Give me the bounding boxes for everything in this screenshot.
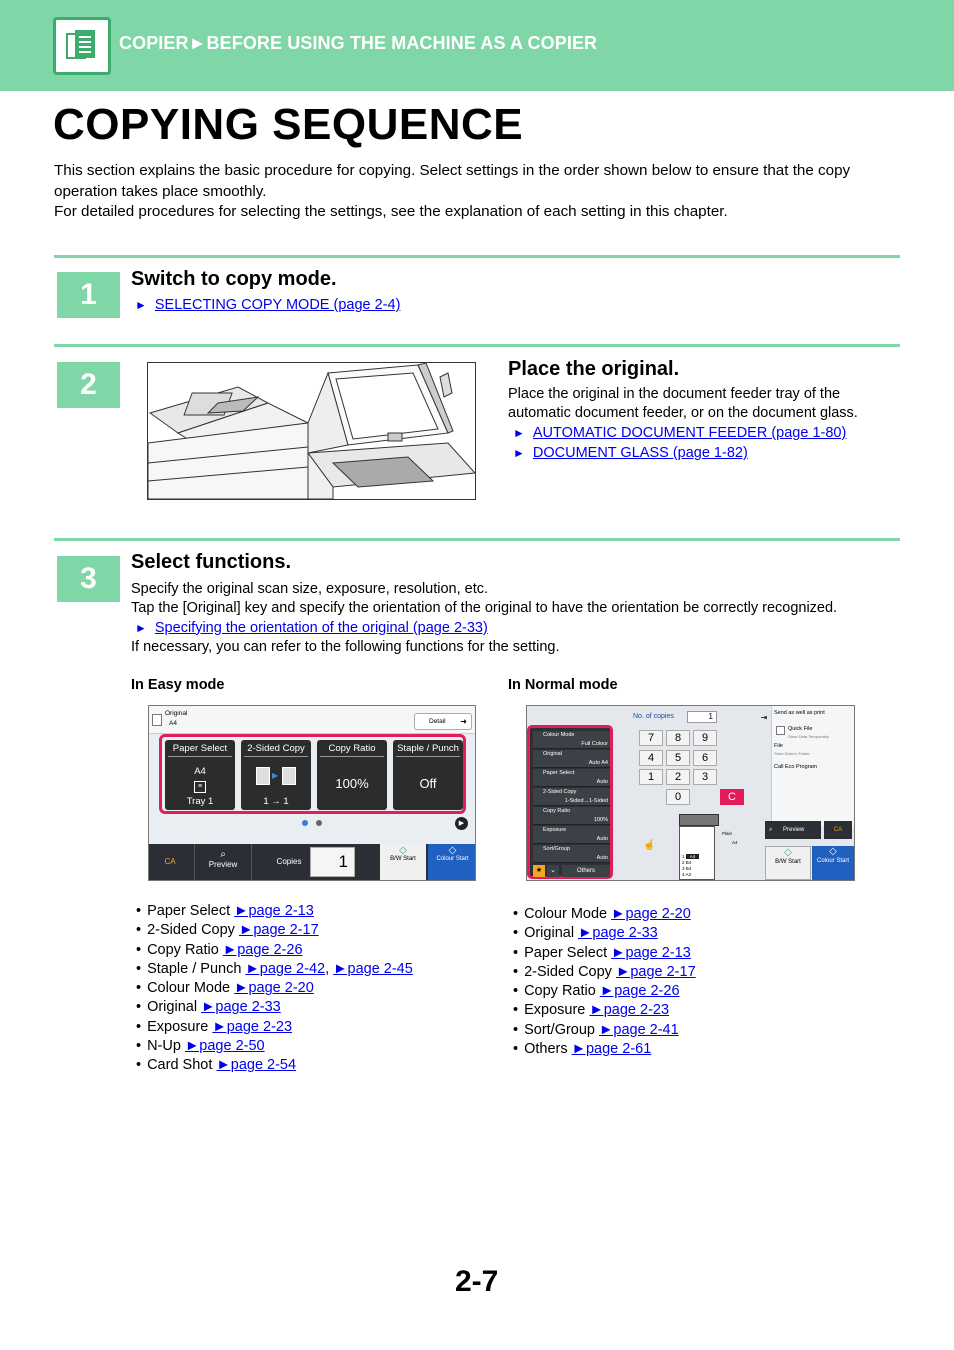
function-name: Copy Ratio — [524, 983, 600, 1000]
arrow-right-icon: ➜ — [460, 717, 467, 726]
colour-start-button[interactable] — [428, 844, 476, 880]
quick-file-sub: Store Data Temporarily — [788, 734, 829, 739]
key-6[interactable]: 6 — [693, 750, 717, 766]
step-title: Place the original. — [508, 358, 680, 380]
page-number: 2-7 — [455, 1265, 499, 1298]
function-list-item — [513, 924, 696, 943]
one-sided-page-icon — [282, 767, 296, 785]
key-9[interactable]: 9 — [693, 730, 717, 746]
paper-size-label: A4 — [732, 840, 738, 845]
copier-document-icon — [53, 17, 111, 75]
preview-button[interactable] — [194, 844, 252, 880]
detail-button[interactable] — [414, 713, 472, 730]
exposure-key[interactable] — [533, 826, 610, 844]
start-diamond-icon: ◇ — [399, 845, 407, 856]
arrow-right-icon: ▶ — [272, 771, 279, 780]
step-link-row — [513, 444, 748, 463]
function-list-item — [136, 1018, 413, 1037]
normal-function-highlight — [527, 725, 613, 879]
function-name: Copy Ratio — [147, 941, 223, 958]
key-value: 100% — [593, 817, 608, 823]
automatic-document-feeder-link[interactable]: AUTOMATIC DOCUMENT FEEDER (page 1-80) — [532, 425, 847, 441]
ca-button[interactable]: CA — [164, 857, 176, 866]
normal-mode-screen — [526, 705, 855, 881]
function-list-item — [136, 921, 413, 940]
file-label[interactable]: File — [774, 743, 783, 749]
section-header — [0, 0, 954, 91]
machine-illustration — [147, 362, 476, 500]
page-reference-link[interactable]: ►page 2-13 — [234, 903, 314, 919]
key-label: Colour Mode — [543, 732, 575, 738]
colour-start-button[interactable] — [812, 846, 854, 880]
function-list-item — [513, 944, 696, 963]
intro-paragraph-2: For detailed procedures for selecting the settings, see the explanation of each setting in this chapter. — [54, 203, 728, 220]
key-value: 1-Sided→1-Sided — [564, 798, 608, 804]
colour-mode-key[interactable] — [533, 731, 610, 749]
link-arrow-icon: ► — [513, 426, 525, 440]
tray-no: 2 — [682, 860, 685, 865]
function-name: Paper Select — [147, 903, 235, 919]
button-value: Off — [419, 776, 437, 791]
two-sided-copy-button[interactable] — [241, 740, 311, 810]
page-dot[interactable] — [316, 820, 322, 826]
paper-type-label: Plain — [722, 831, 733, 836]
function-list-item — [136, 941, 413, 960]
function-list-item — [513, 1040, 696, 1059]
key-label: Paper Select — [543, 770, 575, 776]
function-name: Colour Mode — [147, 980, 235, 997]
bw-start-button[interactable] — [765, 846, 811, 880]
send-panel — [771, 706, 855, 826]
function-name: N-Up — [147, 1038, 185, 1055]
separator: , — [325, 960, 334, 977]
step-divider — [54, 255, 900, 258]
intro-paragraph-1: This section explains the basic procedure for copying. Select settings in the order shown below to ensure that the copy operation takes place smoothly. — [54, 162, 851, 200]
key-value: Full Colour — [581, 741, 608, 747]
original-icon — [152, 714, 162, 726]
link-arrow-icon: ► — [513, 446, 525, 460]
copy-ratio-key[interactable] — [533, 807, 610, 825]
copies-input[interactable]: 1 — [310, 847, 355, 877]
step-link-row — [513, 424, 846, 443]
easy-mode-screen — [148, 705, 476, 881]
page-reference-link[interactable]: ►page 2-23 — [589, 1002, 670, 1019]
key-value: Auto A4 — [588, 760, 608, 766]
step-title: Select functions. — [131, 551, 292, 573]
function-list-item — [136, 998, 413, 1017]
function-list-item — [513, 982, 696, 1001]
copy-ratio-button[interactable] — [317, 740, 387, 810]
two-sided-copy-key[interactable] — [533, 788, 610, 806]
function-name: 2-Sided Copy — [147, 922, 239, 939]
machine-trays-icon — [679, 826, 715, 880]
original-key[interactable] — [533, 750, 610, 768]
preview-button[interactable] — [765, 821, 821, 839]
page-reference-link[interactable]: ►page 2-20 — [611, 906, 691, 922]
bw-start-label: B/W Start — [390, 856, 416, 862]
key-value: Auto — [596, 855, 608, 861]
paper-select-key[interactable] — [533, 769, 610, 787]
step-divider — [54, 344, 900, 347]
machine-top-icon — [679, 814, 719, 826]
normal-mode-heading: In Normal mode — [508, 677, 618, 693]
easy-bottom-bar — [149, 844, 475, 880]
function-name: Original — [524, 925, 579, 942]
function-list-item — [513, 963, 696, 982]
function-name: Card Shot — [147, 1057, 217, 1074]
quick-file-label: Quick File — [788, 726, 813, 732]
tray-no: 4 — [682, 872, 685, 877]
button-sub: Tray 1 — [186, 796, 214, 807]
next-page-icon[interactable]: ▶ — [455, 817, 468, 830]
key-label: Exposure — [543, 827, 567, 833]
function-name: 2-Sided Copy — [524, 963, 616, 980]
button-value: A4 — [194, 766, 206, 777]
key-label: Copy Ratio — [543, 808, 571, 814]
button-title: Staple / Punch — [396, 744, 460, 757]
button-title: Copy Ratio — [320, 744, 384, 757]
copies-label: Copies — [276, 857, 302, 866]
preview-icon: ⌕ — [769, 827, 773, 833]
page-reference-link[interactable]: ►page 2-33 — [578, 925, 658, 942]
step-text — [131, 580, 891, 657]
button-title: 2-Sided Copy — [244, 744, 308, 757]
page-reference-link[interactable]: ►page 2-20 — [234, 980, 314, 997]
step-number: 3 — [57, 556, 120, 602]
key-0[interactable]: 0 — [666, 789, 690, 805]
key-label: Sort/Group — [543, 846, 570, 852]
key-5[interactable]: 5 — [666, 750, 690, 766]
button-sub: 1 → 1 — [263, 796, 289, 807]
function-list-item — [513, 905, 696, 924]
function-name: Staple / Punch — [147, 960, 246, 977]
staple-punch-button[interactable] — [393, 740, 463, 810]
tray-size: A4 — [686, 854, 700, 859]
step-text-line: Tap the [Original] key and specify the orientation of the original to have the orientation be correctly recognized. — [131, 600, 838, 617]
function-name: Paper Select — [524, 944, 612, 961]
function-list-item — [136, 1037, 413, 1056]
tray-no: 3 — [682, 866, 685, 871]
easy-top-bar — [149, 706, 475, 734]
key-1[interactable]: 1 — [639, 769, 663, 785]
key-7[interactable]: 7 — [639, 730, 663, 746]
easy-mode-function-list — [136, 902, 413, 1076]
function-name: Original — [147, 999, 202, 1016]
detail-label: Detail — [429, 718, 446, 725]
easy-function-highlight — [159, 734, 466, 814]
key-3[interactable]: 3 — [693, 769, 717, 785]
step-number: 2 — [57, 362, 120, 408]
link-arrow-icon: ► — [135, 620, 147, 635]
chevron-down-icon[interactable]: ⌄ — [547, 865, 559, 877]
page-reference-link[interactable]: ►page 2-17 — [615, 963, 696, 980]
colour-start-label: Colour Start — [436, 856, 469, 862]
key-8[interactable]: 8 — [666, 730, 690, 746]
sort-group-key[interactable] — [533, 845, 610, 863]
step-text-line: If necessary, you can refer to the following functions for the setting. — [131, 638, 560, 655]
tray-row — [682, 872, 699, 878]
original-value: A4 — [169, 720, 177, 727]
step-text-line: Specify the original scan size, exposure, resolution, etc. — [131, 581, 489, 597]
step-divider — [54, 538, 900, 541]
tray-size: A3 — [685, 872, 692, 877]
colour-start-label: Colour Start — [816, 858, 849, 864]
send-label: Send as well as print — [774, 710, 825, 716]
copies-input[interactable]: 1 — [687, 711, 717, 723]
function-name: Others — [524, 1041, 572, 1058]
preview-icon: ⌕ — [220, 849, 226, 860]
copies-label: No. of copies — [633, 713, 674, 720]
intro-text — [54, 161, 910, 223]
function-list-item — [136, 979, 413, 998]
function-name: Sort/Group — [524, 1021, 600, 1038]
step-text: Place the original in the document feeder tray of the automatic document feeder, or on the document glass. — [508, 386, 858, 422]
bw-start-button[interactable] — [380, 844, 426, 880]
tray-list — [682, 854, 699, 878]
normal-mode-function-list — [513, 905, 696, 1059]
page-reference-link[interactable]: ►page 2-54 — [216, 1057, 297, 1074]
preview-label: Preview — [208, 860, 238, 869]
function-name: Colour Mode — [524, 906, 612, 922]
start-diamond-icon: ◇ — [448, 845, 457, 856]
tray-icon: ≡ — [194, 781, 206, 793]
key-4[interactable]: 4 — [639, 750, 663, 766]
key-label: Original — [543, 751, 562, 757]
page-reference-link[interactable]: ►page 2-33 — [201, 999, 281, 1016]
function-list-item — [513, 1001, 696, 1020]
document-glass-link[interactable]: DOCUMENT GLASS (page 1-82) — [532, 445, 748, 461]
button-value: 100% — [335, 776, 369, 791]
page-title: COPYING SEQUENCE — [53, 100, 524, 149]
original-label: Original — [165, 710, 188, 717]
quick-file-checkbox[interactable] — [776, 726, 785, 735]
tray-size: B4 — [685, 866, 692, 871]
breadcrumb: COPIER►BEFORE USING THE MACHINE AS A COPIER — [119, 33, 598, 53]
step-title: Switch to copy mode. — [131, 268, 337, 290]
bw-start-label: B/W Start — [775, 859, 801, 865]
key-value: Auto — [596, 836, 608, 842]
page-reference-link[interactable]: ►page 2-26 — [222, 941, 303, 958]
touch-hand-icon: ☝ — [643, 840, 656, 851]
function-list-item — [136, 960, 413, 979]
one-sided-page-icon — [256, 767, 270, 785]
easy-mode-heading: In Easy mode — [131, 677, 225, 693]
key-value: Auto — [596, 779, 608, 785]
page-reference-link[interactable]: ►page 2-23 — [212, 1018, 293, 1035]
page-reference-link[interactable]: ►page 2-26 — [599, 983, 680, 1000]
key-label: 2-Sided Copy — [543, 789, 577, 795]
page-reference-link[interactable]: ►page 2-61 — [571, 1041, 652, 1058]
function-name: Exposure — [524, 1002, 590, 1019]
others-key[interactable]: Others — [562, 865, 610, 877]
preview-label: Preview — [783, 827, 805, 833]
step-link-row — [131, 619, 891, 638]
function-list-item — [513, 1021, 696, 1040]
paper-select-button[interactable] — [165, 740, 235, 810]
clear-key[interactable]: C — [720, 789, 744, 805]
link-arrow-icon: ► — [135, 298, 147, 312]
send-arrow-icon[interactable]: ⇥ — [760, 713, 768, 722]
page-reference-link[interactable]: ►page 2-42 — [245, 960, 326, 977]
selecting-copy-mode-link[interactable]: SELECTING COPY MODE (page 2-4) — [154, 297, 401, 313]
page-reference-link[interactable]: ►page 2-41 — [599, 1021, 679, 1038]
page-dot-active[interactable] — [302, 820, 308, 826]
ca-button[interactable]: CA — [824, 821, 852, 839]
step-link-row — [135, 296, 400, 315]
start-diamond-icon: ◇ — [829, 846, 837, 857]
tray-no: 1 — [682, 854, 685, 859]
favorite-star-icon[interactable]: ★ — [533, 865, 545, 877]
tray-size: B4 — [685, 860, 692, 865]
step-number: 1 — [57, 272, 120, 318]
page-reference-link[interactable]: ►page 2-50 — [184, 1038, 265, 1055]
call-eco-program[interactable]: Call Eco Program — [774, 764, 818, 770]
button-title: Paper Select — [168, 744, 232, 757]
file-sub: Store Data in Folder — [774, 751, 810, 756]
function-list-item — [136, 1056, 413, 1075]
page-reference-link[interactable]: ►page 2-17 — [238, 922, 319, 939]
orientation-link[interactable]: Specifying the orientation of the original (page 2-33) — [154, 619, 488, 636]
function-name: Exposure — [147, 1018, 213, 1035]
key-2[interactable]: 2 — [666, 769, 690, 785]
start-diamond-icon: ◇ — [784, 847, 792, 858]
function-list-item — [136, 902, 413, 921]
page-reference-link[interactable]: ►page 2-45 — [333, 960, 413, 977]
page-reference-link[interactable]: ►page 2-13 — [611, 944, 691, 961]
